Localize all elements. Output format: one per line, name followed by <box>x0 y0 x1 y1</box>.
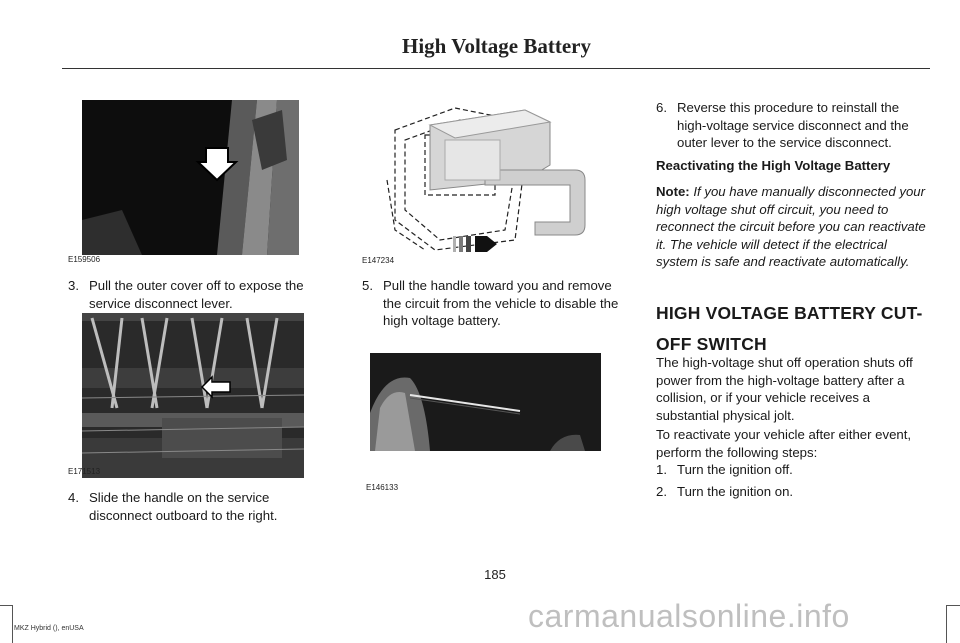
list-text: Turn the ignition on. <box>677 484 794 499</box>
list-number: 1. <box>656 462 667 477</box>
figure-e171513-illustration <box>82 313 304 478</box>
reactivate-instructions: To reactivate your vehicle after either event, perform the following steps: <box>656 427 912 460</box>
figure-e146133 <box>370 353 601 451</box>
crop-mark <box>12 605 13 643</box>
step-text: Pull the handle toward you and remove the circuit from the vehicle to disable the high voltage battery. <box>383 278 619 328</box>
step-number: 4. <box>68 490 79 505</box>
document-id: MKZ Hybrid (), enUSA <box>14 625 84 632</box>
list-item <box>656 483 928 501</box>
header-divider <box>62 68 930 69</box>
figure-e159506-illustration <box>82 100 299 255</box>
list-number: 2. <box>656 484 667 499</box>
note-text: If you have manually disconnected your high voltage shut off circuit, you need to reconnect the circuit before you can reactivate it. The vehicle will detect if the electrical system is safe and reactivate automatically. <box>656 184 926 269</box>
cutoff-description: The high-voltage shut off operation shuts off power from the high-voltage battery after a collision, or if your vehicle receives a substantial physical jolt. <box>656 355 913 423</box>
list-text: Turn the ignition off. <box>677 462 793 477</box>
figure-e159506 <box>82 100 299 255</box>
step-text: Pull the outer cover off to expose the service disconnect lever. <box>89 278 304 311</box>
section-heading-line-1: HIGH VOLTAGE BATTERY CUT- <box>656 303 923 323</box>
figure-code: E147234 <box>362 256 395 265</box>
figure-code: E171513 <box>68 467 101 476</box>
crop-mark <box>947 605 960 606</box>
reactivating-heading: Reactivating the High Voltage Battery <box>656 158 891 173</box>
crop-mark <box>946 605 947 643</box>
page-number: 185 <box>484 567 506 582</box>
step-number: 6. <box>656 100 667 115</box>
step-number: 5. <box>362 278 373 293</box>
step-4 <box>68 489 323 525</box>
step-number: 3. <box>68 278 79 293</box>
list-item <box>656 461 928 479</box>
step-3 <box>68 277 323 313</box>
figure-code: E159506 <box>68 255 101 264</box>
section-heading-line-2: OFF SWITCH <box>656 334 767 354</box>
figure-e147234-illustration <box>375 100 600 260</box>
step-text: Reverse this procedure to reinstall the high-voltage service disconnect and the outer lever to the service disconnect. <box>677 100 909 150</box>
figure-e171513 <box>82 313 304 478</box>
figure-e146133-illustration <box>370 353 601 451</box>
page-title: High Voltage Battery <box>402 34 591 58</box>
step-6 <box>656 99 928 153</box>
figure-code: E146133 <box>366 483 399 492</box>
step-text: Slide the handle on the service disconnect outboard to the right. <box>89 490 278 523</box>
figure-e147234 <box>375 100 600 260</box>
step-5 <box>362 277 632 331</box>
section-heading <box>656 299 930 358</box>
note-paragraph <box>656 183 930 271</box>
note-label: Note: <box>656 184 690 199</box>
watermark: carmanualsonline.info <box>528 598 850 634</box>
crop-mark <box>0 605 12 606</box>
